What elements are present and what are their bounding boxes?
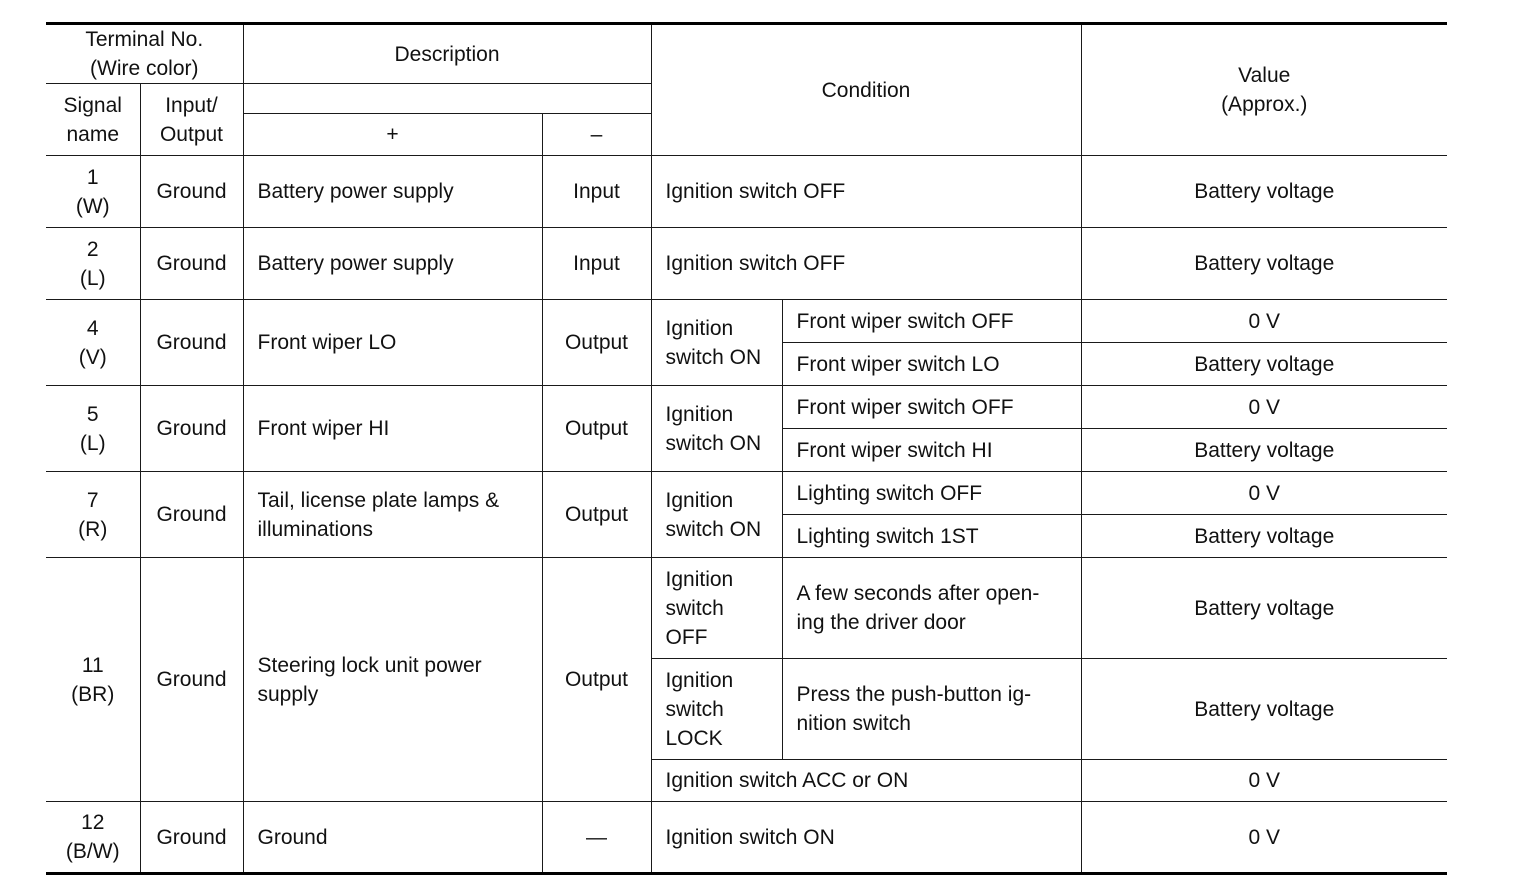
condition-cell: Ignition switch OFF [651, 228, 1081, 300]
signal-cell: Steering lock unit power supply [243, 558, 542, 802]
ground-cell: Ground [140, 386, 243, 472]
signal-cell: Ground [243, 802, 542, 874]
value-cell: 0 V [1081, 760, 1447, 802]
io-cell: Output [542, 300, 651, 386]
table-row [46, 472, 1447, 515]
condition-cell: Ignition switch ACC or ON [651, 760, 1081, 802]
table-row [46, 300, 1447, 343]
value-cell: Battery voltage [1081, 659, 1447, 760]
ground-cell: Ground [140, 156, 243, 228]
value-cell: Battery voltage [1081, 156, 1447, 228]
signal-cell: Tail, license plate lamps & illuminations [243, 472, 542, 558]
sub-condition-cell: Front wiper switch OFF [782, 386, 1081, 429]
condition-main-cell: Ignition switch ON [651, 472, 782, 558]
ground-cell: Ground [140, 472, 243, 558]
header-value: Value (Approx.) [1081, 24, 1447, 156]
header-terminal-no: Terminal No. (Wire color) [46, 24, 243, 84]
terminal-cell: 11 (BR) [46, 558, 140, 802]
value-cell: Battery voltage [1081, 429, 1447, 472]
terminal-cell: 4 (V) [46, 300, 140, 386]
value-cell: 0 V [1081, 802, 1447, 874]
table-row [46, 802, 1447, 874]
io-cell: Input [542, 156, 651, 228]
signal-cell: Front wiper HI [243, 386, 542, 472]
condition-main-cell: Ignition switch ON [651, 386, 782, 472]
terminal-cell: 12 (B/W) [46, 802, 140, 874]
sub-condition-cell: Press the push-button ig- nition switch [782, 659, 1081, 760]
condition-main-cell: Ignition switch LOCK [651, 659, 782, 760]
condition-cell: Ignition switch ON [651, 802, 1081, 874]
condition-cell: Ignition switch OFF [651, 156, 1081, 228]
io-cell: Output [542, 472, 651, 558]
condition-main-cell: Ignition switch ON [651, 300, 782, 386]
header-plus: + [243, 114, 542, 156]
ground-cell: Ground [140, 802, 243, 874]
table-row [46, 558, 1447, 659]
header-condition: Condition [651, 24, 1081, 156]
header-minus: – [542, 114, 651, 156]
terminal-cell: 1 (W) [46, 156, 140, 228]
io-cell: Input [542, 228, 651, 300]
value-cell: 0 V [1081, 386, 1447, 429]
sub-condition-cell: Lighting switch OFF [782, 472, 1081, 515]
sub-condition-cell: Front wiper switch LO [782, 343, 1081, 386]
table-row [46, 228, 1447, 300]
io-cell: Output [542, 558, 651, 802]
sub-condition-cell: A few seconds after open- ing the driver door [782, 558, 1081, 659]
signal-cell: Battery power supply [243, 228, 542, 300]
condition-main-cell: Ignition switch OFF [651, 558, 782, 659]
sub-condition-cell: Front wiper switch OFF [782, 300, 1081, 343]
value-cell: 0 V [1081, 472, 1447, 515]
sub-condition-cell: Front wiper switch HI [782, 429, 1081, 472]
value-cell: 0 V [1081, 300, 1447, 343]
header-input-output: Input/ Output [140, 84, 243, 156]
ground-cell: Ground [140, 228, 243, 300]
header-signal-name: Signal name [46, 84, 140, 156]
ground-cell: Ground [140, 300, 243, 386]
value-cell: Battery voltage [1081, 343, 1447, 386]
signal-cell: Battery power supply [243, 156, 542, 228]
value-cell: Battery voltage [1081, 228, 1447, 300]
value-cell: Battery voltage [1081, 515, 1447, 558]
value-cell: Battery voltage [1081, 558, 1447, 659]
table-row [46, 156, 1447, 228]
sub-condition-cell: Lighting switch 1ST [782, 515, 1081, 558]
terminal-cell: 2 (L) [46, 228, 140, 300]
header-row [46, 24, 1447, 84]
ground-cell: Ground [140, 558, 243, 802]
io-cell: Output [542, 386, 651, 472]
header-description: Description [243, 24, 651, 84]
signal-cell: Front wiper LO [243, 300, 542, 386]
io-cell: — [542, 802, 651, 874]
table-row [46, 386, 1447, 429]
terminal-cell: 5 (L) [46, 386, 140, 472]
terminal-table [46, 22, 1447, 875]
terminal-cell: 7 (R) [46, 472, 140, 558]
